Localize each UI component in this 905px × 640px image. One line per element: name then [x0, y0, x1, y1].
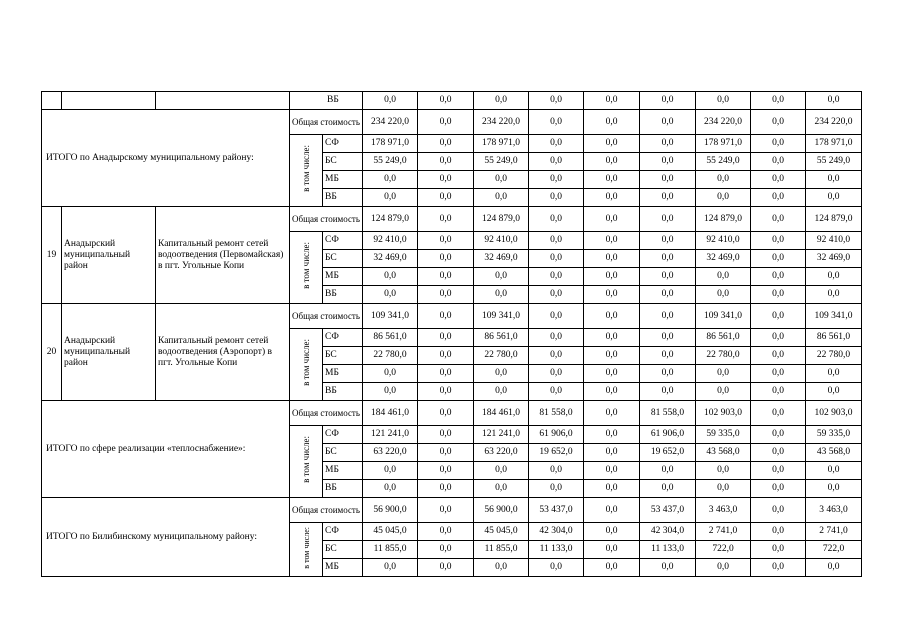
value-cell: 0,0	[584, 523, 640, 541]
value-cell: 0,0	[418, 401, 474, 426]
value-cell: 0,0	[584, 189, 640, 207]
value-cell: 0,0	[696, 171, 751, 189]
value-cell: 178 971,0	[363, 135, 418, 153]
source-cell: СФ	[323, 426, 363, 444]
source-cell: МБ	[323, 171, 363, 189]
value-cell: 22 780,0	[363, 347, 418, 365]
including-text: в том числе:	[301, 145, 311, 192]
source-cell: СФ	[323, 329, 363, 347]
value-cell: 0,0	[584, 171, 640, 189]
value-cell: 0,0	[806, 268, 862, 286]
including-label	[290, 523, 323, 577]
value-cell: 0,0	[529, 171, 584, 189]
value-cell: 0,0	[584, 444, 640, 462]
value-cell: 0,0	[640, 92, 696, 110]
value-cell: 22 780,0	[474, 347, 529, 365]
value-cell: 32 469,0	[806, 250, 862, 268]
value-cell: 0,0	[751, 462, 806, 480]
value-cell: 109 341,0	[363, 304, 418, 329]
including-text: в том числе:	[301, 436, 311, 483]
value-cell: 0,0	[418, 189, 474, 207]
value-cell: 0,0	[806, 383, 862, 401]
value-cell: 0,0	[474, 268, 529, 286]
source-cell: МБ	[323, 365, 363, 383]
value-cell: 0,0	[640, 559, 696, 577]
value-cell: 22 780,0	[806, 347, 862, 365]
value-cell: 0,0	[363, 171, 418, 189]
value-cell: 0,0	[584, 92, 640, 110]
value-cell: 0,0	[751, 304, 806, 329]
value-cell: 0,0	[751, 480, 806, 498]
value-cell: 0,0	[584, 498, 640, 523]
value-cell: 102 903,0	[696, 401, 751, 426]
value-cell: 184 461,0	[363, 401, 418, 426]
value-cell: 0,0	[363, 268, 418, 286]
value-cell: 2 741,0	[806, 523, 862, 541]
value-cell: 0,0	[529, 189, 584, 207]
total-cost-label: Общая стоимость	[290, 207, 363, 232]
total-cost-label: Общая стоимость	[290, 498, 363, 523]
value-cell: 0,0	[584, 559, 640, 577]
value-cell: 0,0	[640, 329, 696, 347]
table-body	[42, 92, 862, 577]
source-cell: ВБ	[323, 189, 363, 207]
value-cell: 0,0	[806, 171, 862, 189]
value-cell: 0,0	[418, 462, 474, 480]
value-cell: 0,0	[529, 268, 584, 286]
value-cell: 178 971,0	[806, 135, 862, 153]
value-cell: 0,0	[418, 426, 474, 444]
total-row	[42, 207, 862, 232]
source-cell: ВБ	[323, 286, 363, 304]
value-cell: 32 469,0	[474, 250, 529, 268]
value-cell: 0,0	[474, 92, 529, 110]
value-cell: 0,0	[584, 207, 640, 232]
value-cell: 0,0	[696, 365, 751, 383]
value-cell: 0,0	[584, 250, 640, 268]
value-cell: 3 463,0	[696, 498, 751, 523]
source-cell: БС	[323, 444, 363, 462]
value-cell: 55 249,0	[696, 153, 751, 171]
project-name: Капитальный ремонт сетей водоотведения (Аэропорт) в пгт. Угольные Копи	[156, 304, 290, 401]
value-cell: 0,0	[474, 171, 529, 189]
district-name: Анадырский муниципальный район	[62, 304, 156, 401]
value-cell: 0,0	[751, 329, 806, 347]
value-cell: 92 410,0	[474, 232, 529, 250]
value-cell: 234 220,0	[363, 110, 418, 135]
including-text: в том числе:	[301, 526, 311, 569]
value-cell: 0,0	[418, 153, 474, 171]
value-cell: 184 461,0	[474, 401, 529, 426]
value-cell: 0,0	[806, 365, 862, 383]
value-cell: 63 220,0	[474, 444, 529, 462]
value-cell: 0,0	[751, 268, 806, 286]
value-cell: 0,0	[751, 383, 806, 401]
value-cell: 0,0	[584, 329, 640, 347]
value-cell: 0,0	[640, 347, 696, 365]
value-cell: 61 906,0	[640, 426, 696, 444]
value-cell: 81 558,0	[529, 401, 584, 426]
value-cell: 0,0	[696, 559, 751, 577]
value-cell: 0,0	[751, 153, 806, 171]
value-cell: 0,0	[751, 523, 806, 541]
source-cell: МБ	[323, 559, 363, 577]
value-cell: 0,0	[640, 383, 696, 401]
value-cell: 0,0	[751, 286, 806, 304]
value-cell: 0,0	[696, 92, 751, 110]
summary-label: ИТОГО по Билибинскому муниципальному району:	[42, 498, 290, 577]
value-cell: 0,0	[751, 92, 806, 110]
value-cell: 0,0	[751, 559, 806, 577]
value-cell: 0,0	[418, 110, 474, 135]
value-cell: 0,0	[696, 286, 751, 304]
value-cell: 0,0	[751, 207, 806, 232]
value-cell: 0,0	[584, 304, 640, 329]
source-cell: СФ	[323, 523, 363, 541]
value-cell: 0,0	[751, 110, 806, 135]
value-cell: 22 780,0	[696, 347, 751, 365]
including-label	[290, 232, 323, 304]
value-cell: 124 879,0	[696, 207, 751, 232]
value-cell: 0,0	[751, 401, 806, 426]
value-cell: 61 906,0	[529, 426, 584, 444]
source-cell: БС	[323, 250, 363, 268]
value-cell: 0,0	[529, 365, 584, 383]
value-cell: 0,0	[363, 480, 418, 498]
value-cell: 0,0	[640, 304, 696, 329]
value-cell: 109 341,0	[806, 304, 862, 329]
value-cell: 0,0	[806, 480, 862, 498]
source-cell: БС	[323, 347, 363, 365]
value-cell: 0,0	[640, 207, 696, 232]
index-cell	[42, 92, 62, 110]
value-cell: 0,0	[418, 329, 474, 347]
value-cell: 0,0	[584, 401, 640, 426]
value-cell: 0,0	[418, 171, 474, 189]
summary-label: ИТОГО по сфере реализации «теплоснабжение»:	[42, 401, 290, 498]
value-cell: 0,0	[363, 286, 418, 304]
total-row	[42, 498, 862, 523]
source-cell: ВБ	[323, 480, 363, 498]
including-label	[290, 329, 323, 401]
value-cell: 45 045,0	[363, 523, 418, 541]
value-cell: 0,0	[363, 189, 418, 207]
value-cell: 0,0	[474, 365, 529, 383]
value-cell: 0,0	[584, 426, 640, 444]
total-row	[42, 304, 862, 329]
value-cell: 102 903,0	[806, 401, 862, 426]
value-cell: 0,0	[640, 189, 696, 207]
value-cell: 109 341,0	[474, 304, 529, 329]
total-cost-label: Общая стоимость	[290, 110, 363, 135]
value-cell: 0,0	[474, 383, 529, 401]
value-cell: 0,0	[696, 268, 751, 286]
value-cell: 0,0	[640, 153, 696, 171]
value-cell: 86 561,0	[806, 329, 862, 347]
value-cell: 0,0	[584, 462, 640, 480]
value-cell: 109 341,0	[696, 304, 751, 329]
value-cell: 56 900,0	[363, 498, 418, 523]
total-row	[42, 401, 862, 426]
value-cell: 0,0	[363, 92, 418, 110]
value-cell: 0,0	[751, 444, 806, 462]
value-cell: 86 561,0	[474, 329, 529, 347]
value-cell: 0,0	[751, 365, 806, 383]
total-row	[42, 110, 862, 135]
value-cell: 0,0	[529, 462, 584, 480]
total-cost-label: Общая стоимость	[290, 401, 363, 426]
value-cell: 92 410,0	[696, 232, 751, 250]
row-number: 20	[42, 304, 62, 401]
value-cell: 11 855,0	[363, 541, 418, 559]
value-cell: 0,0	[418, 207, 474, 232]
value-cell: 11 133,0	[640, 541, 696, 559]
value-cell: 0,0	[806, 92, 862, 110]
value-cell: 234 220,0	[696, 110, 751, 135]
value-cell: 0,0	[529, 135, 584, 153]
project-name: Капитальный ремонт сетей водоотведения (Первомайская) в пгт. Угольные Копи	[156, 207, 290, 304]
value-cell: 0,0	[363, 383, 418, 401]
value-cell: 0,0	[529, 110, 584, 135]
value-cell: 43 568,0	[806, 444, 862, 462]
source-cell: МБ	[323, 462, 363, 480]
summary-label: ИТОГО по Анадырскому муниципальному району:	[42, 110, 290, 207]
value-cell: 0,0	[640, 480, 696, 498]
value-cell: 0,0	[529, 92, 584, 110]
value-cell: 0,0	[529, 304, 584, 329]
value-cell: 0,0	[363, 365, 418, 383]
district-name: Анадырский муниципальный район	[62, 207, 156, 304]
value-cell: 0,0	[418, 232, 474, 250]
value-cell: 32 469,0	[363, 250, 418, 268]
value-cell: 234 220,0	[806, 110, 862, 135]
value-cell: 0,0	[751, 250, 806, 268]
value-cell: 42 304,0	[640, 523, 696, 541]
value-cell: 0,0	[751, 135, 806, 153]
value-cell: 0,0	[529, 232, 584, 250]
value-cell: 86 561,0	[696, 329, 751, 347]
value-cell: 178 971,0	[474, 135, 529, 153]
value-cell: 53 437,0	[640, 498, 696, 523]
value-cell: 0,0	[751, 232, 806, 250]
value-cell: 0,0	[418, 383, 474, 401]
value-cell: 0,0	[806, 559, 862, 577]
value-cell: 0,0	[584, 541, 640, 559]
value-cell: 0,0	[640, 462, 696, 480]
value-cell: 0,0	[529, 153, 584, 171]
value-cell: 63 220,0	[363, 444, 418, 462]
value-cell: 0,0	[751, 426, 806, 444]
value-cell: 0,0	[696, 462, 751, 480]
including-text: в том числе:	[301, 339, 311, 386]
value-cell: 0,0	[418, 541, 474, 559]
value-cell: 178 971,0	[696, 135, 751, 153]
value-cell: 0,0	[418, 268, 474, 286]
source-cell: СФ	[323, 135, 363, 153]
value-cell: 0,0	[696, 383, 751, 401]
district-cell	[62, 92, 156, 110]
value-cell: 0,0	[584, 347, 640, 365]
value-cell: 45 045,0	[474, 523, 529, 541]
value-cell: 0,0	[584, 135, 640, 153]
value-cell: 32 469,0	[696, 250, 751, 268]
value-cell: 0,0	[418, 444, 474, 462]
value-cell: 0,0	[640, 232, 696, 250]
value-cell: 121 241,0	[474, 426, 529, 444]
value-cell: 0,0	[418, 286, 474, 304]
value-cell: 0,0	[474, 189, 529, 207]
value-cell: 0,0	[529, 329, 584, 347]
value-cell: 0,0	[529, 250, 584, 268]
value-cell: 0,0	[640, 286, 696, 304]
value-cell: 0,0	[418, 250, 474, 268]
value-cell: 0,0	[418, 304, 474, 329]
including-label	[290, 135, 323, 207]
table-row	[42, 92, 862, 110]
value-cell: 0,0	[584, 110, 640, 135]
value-cell: 0,0	[418, 480, 474, 498]
value-cell: 124 879,0	[474, 207, 529, 232]
row-number: 19	[42, 207, 62, 304]
value-cell: 0,0	[751, 171, 806, 189]
value-cell: 0,0	[806, 189, 862, 207]
value-cell: 53 437,0	[529, 498, 584, 523]
value-cell: 0,0	[640, 365, 696, 383]
total-cost-label: Общая стоимость	[290, 304, 363, 329]
value-cell: 0,0	[584, 365, 640, 383]
value-cell: 722,0	[696, 541, 751, 559]
value-cell: 0,0	[474, 559, 529, 577]
source-cell: СФ	[323, 232, 363, 250]
value-cell: 11 855,0	[474, 541, 529, 559]
value-cell: 2 741,0	[696, 523, 751, 541]
value-cell: 0,0	[418, 498, 474, 523]
value-cell: 0,0	[474, 480, 529, 498]
value-cell: 0,0	[529, 347, 584, 365]
source-cell: ВБ	[290, 92, 363, 110]
value-cell: 0,0	[696, 189, 751, 207]
value-cell: 0,0	[751, 541, 806, 559]
project-cell	[156, 92, 290, 110]
value-cell: 0,0	[363, 462, 418, 480]
value-cell: 0,0	[584, 153, 640, 171]
value-cell: 0,0	[418, 135, 474, 153]
value-cell: 0,0	[474, 462, 529, 480]
value-cell: 11 133,0	[529, 541, 584, 559]
value-cell: 0,0	[806, 462, 862, 480]
value-cell: 0,0	[640, 171, 696, 189]
value-cell: 3 463,0	[806, 498, 862, 523]
value-cell: 42 304,0	[529, 523, 584, 541]
value-cell: 124 879,0	[806, 207, 862, 232]
value-cell: 0,0	[584, 383, 640, 401]
value-cell: 0,0	[529, 559, 584, 577]
value-cell: 0,0	[529, 383, 584, 401]
source-cell: БС	[323, 153, 363, 171]
value-cell: 0,0	[418, 559, 474, 577]
value-cell: 0,0	[584, 480, 640, 498]
budget-table	[41, 91, 862, 577]
value-cell: 0,0	[418, 92, 474, 110]
value-cell: 0,0	[584, 268, 640, 286]
value-cell: 0,0	[640, 110, 696, 135]
value-cell: 0,0	[418, 347, 474, 365]
including-label	[290, 426, 323, 498]
value-cell: 0,0	[529, 480, 584, 498]
value-cell: 0,0	[640, 135, 696, 153]
value-cell: 19 652,0	[640, 444, 696, 462]
value-cell: 0,0	[363, 559, 418, 577]
value-cell: 59 335,0	[696, 426, 751, 444]
value-cell: 0,0	[418, 523, 474, 541]
value-cell: 0,0	[806, 286, 862, 304]
value-cell: 121 241,0	[363, 426, 418, 444]
value-cell: 124 879,0	[363, 207, 418, 232]
value-cell: 55 249,0	[363, 153, 418, 171]
value-cell: 0,0	[751, 347, 806, 365]
value-cell: 0,0	[640, 268, 696, 286]
value-cell: 86 561,0	[363, 329, 418, 347]
value-cell: 0,0	[529, 207, 584, 232]
source-cell: МБ	[323, 268, 363, 286]
value-cell: 92 410,0	[363, 232, 418, 250]
value-cell: 43 568,0	[696, 444, 751, 462]
value-cell: 92 410,0	[806, 232, 862, 250]
value-cell: 0,0	[696, 480, 751, 498]
value-cell: 0,0	[474, 286, 529, 304]
value-cell: 55 249,0	[806, 153, 862, 171]
value-cell: 56 900,0	[474, 498, 529, 523]
value-cell: 234 220,0	[474, 110, 529, 135]
source-cell: БС	[323, 541, 363, 559]
including-text: в том числе:	[301, 242, 311, 289]
value-cell: 19 652,0	[529, 444, 584, 462]
value-cell: 55 249,0	[474, 153, 529, 171]
value-cell: 722,0	[806, 541, 862, 559]
value-cell: 0,0	[529, 286, 584, 304]
value-cell: 0,0	[751, 189, 806, 207]
source-cell: ВБ	[323, 383, 363, 401]
value-cell: 59 335,0	[806, 426, 862, 444]
value-cell: 0,0	[751, 498, 806, 523]
value-cell: 0,0	[640, 250, 696, 268]
value-cell: 0,0	[418, 365, 474, 383]
value-cell: 0,0	[584, 286, 640, 304]
value-cell: 81 558,0	[640, 401, 696, 426]
value-cell: 0,0	[584, 232, 640, 250]
